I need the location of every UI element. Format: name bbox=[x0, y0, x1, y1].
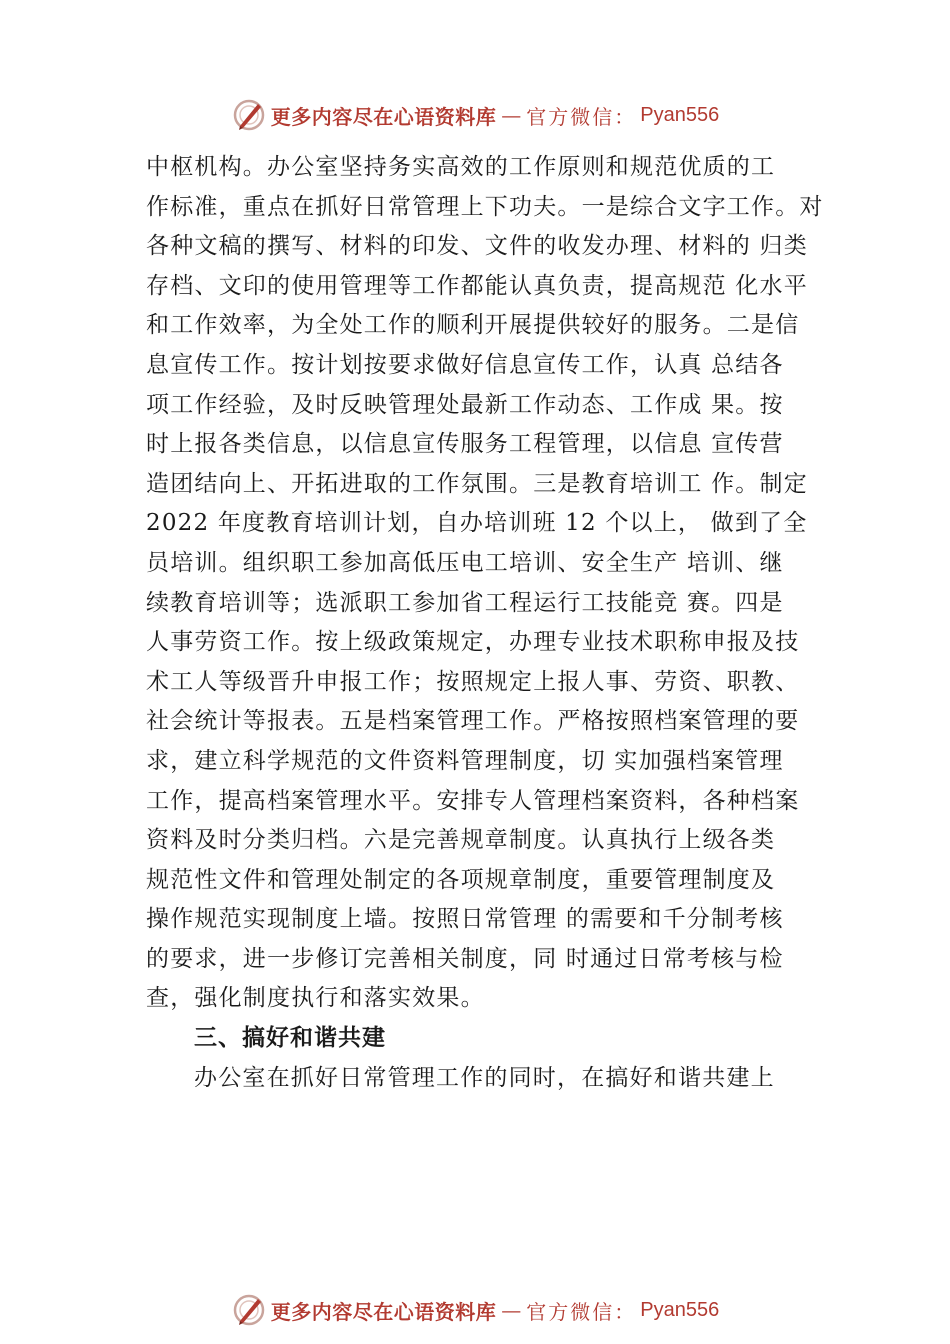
section-heading: 三、搞好和谐共建 bbox=[194, 1025, 386, 1052]
text-line: 息宣传工作。按计划按要求做好信息宣传工作，认真 总结各 bbox=[146, 351, 784, 378]
text-line: 2022 年度教育培训计划，自办培训班 12 个以上， 做到了全 bbox=[146, 510, 808, 537]
watermark-main-text: 更多内容尽在心语资料库 bbox=[270, 1299, 497, 1324]
watermark-main-text: 更多内容尽在心语资料库 bbox=[270, 104, 497, 129]
watermark-tag: 官方微信： bbox=[526, 1299, 637, 1324]
watermark-dash: — bbox=[501, 103, 522, 127]
text-line: 作标准，重点在抓好日常管理上下功夫。一是综合文字工作。对 bbox=[146, 193, 824, 220]
text-line: 和工作效率，为全处工作的顺利开展提供较好的服务。二是信 bbox=[146, 312, 800, 339]
paragraph-start: 办公室在抓好日常管理工作的同时，在搞好和谐共建上 bbox=[194, 1064, 775, 1091]
text-line: 项工作经验，及时反映管理处最新工作动态、工作成 果。按 bbox=[146, 391, 784, 418]
watermark-id: Pyan556 bbox=[640, 1298, 720, 1321]
watermark-dash: — bbox=[501, 1298, 522, 1322]
text-line: 查，强化制度执行和落实效果。 bbox=[146, 985, 485, 1012]
header-watermark bbox=[0, 95, 950, 135]
text-line: 各种文稿的撰写、材料的印发、文件的收发办理、材料的 归类 bbox=[146, 233, 808, 260]
text-line: 中枢机构。办公室坚持务实高效的工作原则和规范优质的工 bbox=[146, 154, 776, 180]
text-line: 时上报各类信息，以信息宣传服务工程管理，以信息 宣传营 bbox=[146, 431, 784, 458]
watermark-tag: 官方微信： bbox=[526, 104, 637, 129]
text-line: 资料及时分类归档。六是完善规章制度。认真执行上级各类 bbox=[146, 827, 776, 854]
text-line: 的要求，进一步修订完善相关制度，同 时通过日常考核与检 bbox=[146, 945, 784, 972]
text-line: 人事劳资工作。按上级政策规定，办理专业技术职称申报及技 bbox=[146, 629, 800, 656]
pen-logo-icon bbox=[231, 97, 267, 133]
text-line: 术工人等级晋升申报工作；按照规定上报人事、劳资、职教、 bbox=[146, 668, 800, 695]
text-line: 存档、文印的使用管理等工作都能认真负责，提高规范 化水平 bbox=[146, 272, 808, 299]
footer-watermark bbox=[0, 1290, 950, 1330]
pen-logo-icon bbox=[231, 1292, 267, 1328]
text-line: 造团结向上、开拓进取的工作氛围。三是教育培训工 作。制定 bbox=[146, 470, 808, 497]
text-line: 续教育培训等；选派职工参加省工程运行工技能竞 赛。四是 bbox=[146, 589, 784, 616]
text-line: 员培训。组织职工参加高低压电工培训、安全生产 培训、继 bbox=[146, 549, 784, 576]
text-line: 操作规范实现制度上墙。按照日常管理 的需要和千分制考核 bbox=[146, 906, 784, 933]
watermark-id: Pyan556 bbox=[640, 103, 720, 126]
text-line: 求，建立科学规范的文件资料管理制度，切 实加强档案管理 bbox=[146, 747, 784, 774]
text-line: 工作，提高档案管理水平。安排专人管理档案资料，各种档案 bbox=[146, 787, 800, 814]
text-line: 社会统计等报表。五是档案管理工作。严格按照档案管理的要 bbox=[146, 708, 800, 735]
text-line: 规范性文件和管理处制定的各项规章制度，重要管理制度及 bbox=[146, 866, 776, 893]
document-body bbox=[146, 148, 836, 1098]
